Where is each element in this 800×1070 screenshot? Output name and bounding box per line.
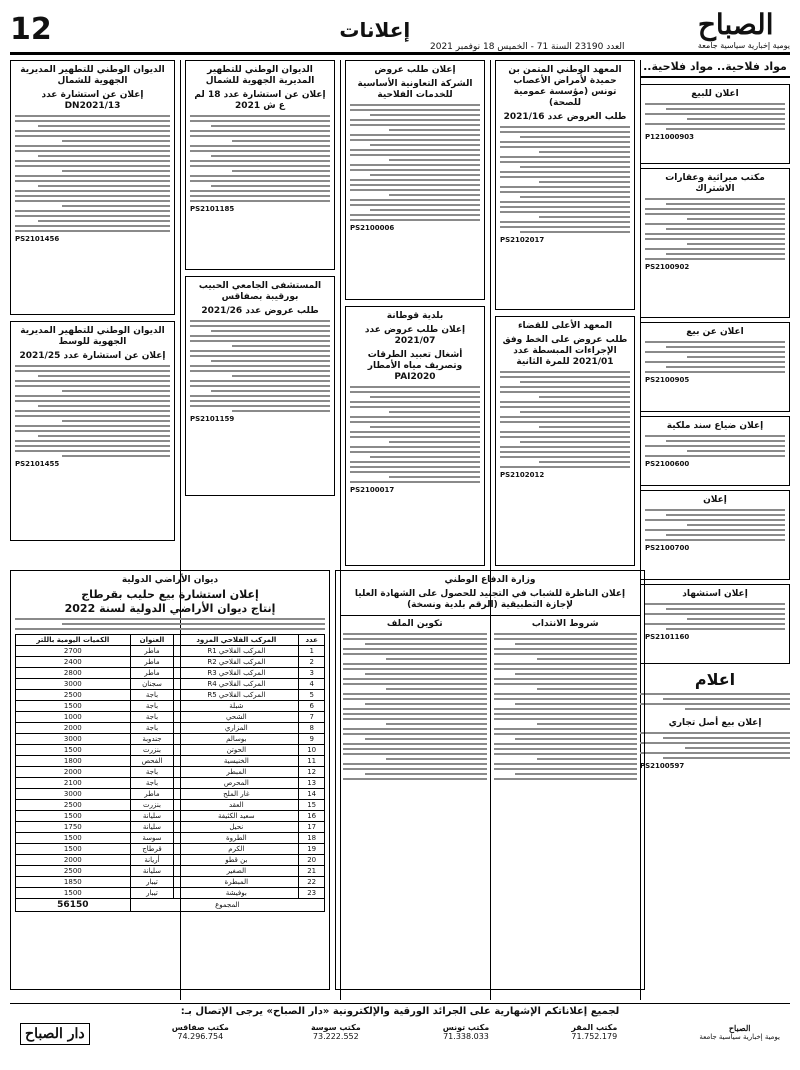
table-cell: 3000 <box>16 789 131 800</box>
ad-text <box>15 618 325 630</box>
footer-logo-block <box>699 1023 780 1045</box>
ad-code: PS2100600 <box>645 460 690 468</box>
table-cell: ماطر <box>130 646 174 657</box>
ad-code: PS2100902 <box>645 263 690 271</box>
table-cell: 2500 <box>16 866 131 877</box>
office <box>311 1023 361 1045</box>
ad-title: إعلان ضياع سند ملكية <box>666 421 764 431</box>
col-text <box>343 633 487 780</box>
ad-subtitle: إعلان عن استشارة عدد 18 لم ع ش 2021 <box>194 90 326 111</box>
table-cell: الخنيسية <box>174 756 299 767</box>
table-cell: سليانة <box>130 811 174 822</box>
header-rule <box>10 52 790 55</box>
org-name: ديوان الأراضي الدولية <box>121 575 219 585</box>
table-row <box>16 844 325 855</box>
table-cell: 16 <box>299 811 325 822</box>
ad-code: PS2100006 <box>350 224 395 232</box>
table-cell: 3 <box>299 668 325 679</box>
table-cell: جندوبة <box>130 734 174 745</box>
ad-text <box>500 371 630 468</box>
col-heading: شروط الانتداب <box>531 619 599 629</box>
table-row <box>16 646 325 657</box>
ad-title: الديوان الوطني للتطهير المديرية الجهوية للشمال <box>205 65 315 86</box>
table-cell: الفحص <box>130 756 174 767</box>
table-cell: 18 <box>299 833 325 844</box>
notice-heading: إعلان بيع أصل تجاري <box>668 718 762 728</box>
table-row <box>16 789 325 800</box>
table-cell: الصغير <box>174 866 299 877</box>
table-cell: غار الملح <box>174 789 299 800</box>
ad-block <box>10 321 175 541</box>
table-cell: 13 <box>299 778 325 789</box>
notice-heading: اعلام <box>694 670 736 689</box>
ad-text <box>645 435 785 457</box>
ad-block <box>640 168 790 318</box>
office-phone: 71.338.033 <box>443 1032 489 1041</box>
table-cell: سليانة <box>130 822 174 833</box>
ad-title: إعلان استشارة بيع حليب بقرطاج <box>81 588 259 601</box>
ad-block <box>345 60 485 300</box>
table-cell: 1500 <box>16 701 131 712</box>
ad-block <box>640 84 790 164</box>
column-3 <box>345 60 485 566</box>
ad-text <box>645 603 785 630</box>
ad-subtitle: إنتاج ديوان الأراضي الدولية لسنة 2022 <box>64 602 276 615</box>
ad-block <box>640 322 790 412</box>
ad-title: بلدية قوطانة <box>386 311 444 321</box>
office-name: مكتب صفاقس <box>171 1023 229 1032</box>
table-row <box>16 712 325 723</box>
ad-text <box>645 103 785 130</box>
table-cell: 10 <box>299 745 325 756</box>
footer-logo: الصباح <box>728 1023 751 1033</box>
office-phone: 71.752.179 <box>571 1032 618 1041</box>
table-cell: 23 <box>299 888 325 899</box>
table-header: العنوان <box>130 635 174 646</box>
table-cell: 2800 <box>16 668 131 679</box>
table-cell: بنزرت <box>130 745 174 756</box>
table-cell: باجة <box>130 723 174 734</box>
table-cell: 14 <box>299 789 325 800</box>
ad-code: PS2100700 <box>645 544 690 552</box>
total-label: المجموع <box>130 899 324 912</box>
table-cell: 21 <box>299 866 325 877</box>
table-header-row <box>16 635 325 646</box>
section-title: إعلانات <box>339 18 411 42</box>
table-cell: 5 <box>299 690 325 701</box>
column-5 <box>10 60 175 541</box>
ad-code: PS2100905 <box>645 376 690 384</box>
ad-title: إعلان <box>703 495 727 505</box>
table-row <box>16 800 325 811</box>
masthead-logo <box>697 7 790 50</box>
ad-text <box>190 115 330 202</box>
table-row <box>16 866 325 877</box>
table-cell: المزاري <box>174 723 299 734</box>
issue-info: العدد 23190 السنة 71 - الخميس 18 نوفمبر 2021 <box>430 42 625 52</box>
table-cell: 2 <box>299 657 325 668</box>
ad-block <box>185 60 335 270</box>
ad-code: PS2101159 <box>190 415 235 423</box>
table-cell: 2000 <box>16 723 131 734</box>
table-cell: 8 <box>299 723 325 734</box>
footer-banner: لجميع إعلاناتكم الإشهارية على الجرائد الورقية والإلكترونية «دار الصباح» يرجى الإتصال بـ: <box>180 1006 620 1017</box>
ad-block <box>495 316 635 566</box>
table-cell: 2500 <box>16 690 131 701</box>
milk-sale-ad <box>10 570 330 990</box>
section-heading: مواد فلاحية.. مواد فلاحية.. <box>640 60 790 78</box>
ad-subtitle: إعلان عن استشارة عدد 2021/25 <box>19 351 166 361</box>
table-cell: المركب الفلاحي R5 <box>174 690 299 701</box>
table-cell: 2000 <box>16 855 131 866</box>
ad-code: PS2102012 <box>500 471 545 479</box>
ad-code: P121000903 <box>645 133 694 141</box>
ad-text <box>350 104 480 221</box>
table-cell: سوسة <box>130 833 174 844</box>
table-cell: 1000 <box>16 712 131 723</box>
ad-title: اعلان عن بيع <box>686 327 744 337</box>
ad-title: الديوان الوطني للتطهير المديرية الجهوية للوسط <box>20 326 165 347</box>
table-cell: بوسالم <box>174 734 299 745</box>
col-text <box>494 633 638 780</box>
defence-ad <box>335 570 645 990</box>
notice-text <box>640 693 790 710</box>
office-name: مكتب المقر <box>571 1023 618 1032</box>
table-cell: 1500 <box>16 844 131 855</box>
notice-text <box>640 732 790 759</box>
table-row <box>16 778 325 789</box>
ad-text <box>190 320 330 412</box>
table-cell: 17 <box>299 822 325 833</box>
table-cell: 12 <box>299 767 325 778</box>
table-cell: 1850 <box>16 877 131 888</box>
table-cell: بنزرت <box>130 800 174 811</box>
table-row <box>16 877 325 888</box>
table-cell: 2100 <box>16 778 131 789</box>
table-row <box>16 734 325 745</box>
notice-block <box>640 718 790 770</box>
table-cell: باجة <box>130 712 174 723</box>
table-cell: 7 <box>299 712 325 723</box>
table-cell: باجة <box>130 767 174 778</box>
footer-right-logo: دار الصباح <box>20 1023 90 1045</box>
table-cell: المركب الفلاحي R2 <box>174 657 299 668</box>
table-cell: 19 <box>299 844 325 855</box>
right-column <box>640 60 790 770</box>
table-cell: 1500 <box>16 811 131 822</box>
ad-block <box>495 60 635 310</box>
table-row <box>16 767 325 778</box>
table-cell: 1500 <box>16 745 131 756</box>
table-cell: ماطر <box>130 789 174 800</box>
ad-title: المعهد الأعلى للقضاء <box>517 321 613 331</box>
table-cell: 1750 <box>16 822 131 833</box>
ad-subtitle: طلب عروض على الخط وفق الإجراءات المبسطة عدد 2021/01 للمرة الثانية <box>502 335 628 367</box>
logo-tagline: يومية إخبارية سياسية جامعة <box>697 40 790 50</box>
table-row <box>16 690 325 701</box>
table-header: عدد <box>299 635 325 646</box>
ad-title: وزارة الدفاع الوطني <box>444 575 536 585</box>
ad-code: PS2102017 <box>500 236 545 244</box>
table-cell: باجة <box>130 690 174 701</box>
table-cell: باجة <box>130 778 174 789</box>
table-row <box>16 822 325 833</box>
file-col <box>340 616 490 783</box>
ad-text <box>645 198 785 260</box>
table-cell: الحوتن <box>174 745 299 756</box>
table-cell: 22 <box>299 877 325 888</box>
table-cell: 1500 <box>16 888 131 899</box>
ad-code: PS2101185 <box>190 205 235 213</box>
table-cell: 6 <box>299 701 325 712</box>
ad-title: المعهد الوطني المتمن بن حميدة لأمراض الأعصاب تونس (مؤسسة عمومية للصحة) <box>508 65 622 108</box>
ad-subtitle: إعلان الناظرة للشباب في التجنيد للحصول على الشهادة العليا لإجازة التطبيقية (الرقم بلدية ونسخة) <box>354 589 626 610</box>
table-cell: 15 <box>299 800 325 811</box>
table-cell: بوفيشة <box>174 888 299 899</box>
table-row <box>16 855 325 866</box>
ad-text <box>500 126 630 233</box>
column-4 <box>185 60 335 496</box>
table-cell: 1800 <box>16 756 131 767</box>
ad-text <box>645 341 785 373</box>
milk-table <box>15 634 325 912</box>
table-cell: 9 <box>299 734 325 745</box>
table-header: الكميات اليومية باللتر <box>16 635 131 646</box>
table-row <box>16 679 325 690</box>
table-cell: 2700 <box>16 646 131 657</box>
ad-code: PS2100017 <box>350 486 395 494</box>
office-phone: 73.222.552 <box>312 1032 359 1041</box>
conditions-col <box>490 616 641 783</box>
table-row <box>16 701 325 712</box>
table-row <box>16 756 325 767</box>
ad-text <box>645 509 785 541</box>
page-number: 12 <box>10 12 52 47</box>
table-row <box>16 811 325 822</box>
ad-text <box>15 365 170 457</box>
page-footer <box>10 1003 790 1062</box>
ad-subtitle: طلب العروض عدد 2021/16 <box>503 112 627 122</box>
ad-subtitle: طلب عروض عدد 2021/26 <box>201 306 319 316</box>
table-header: المركب الفلاحي المزود <box>174 635 299 646</box>
ad-block <box>185 276 335 496</box>
ad-subtitle: الشركة التعاونية الأساسية للخدمات الفلاحية <box>357 79 473 100</box>
table-cell: باجة <box>130 701 174 712</box>
table-cell: العقد <box>174 800 299 811</box>
table-body <box>16 646 325 899</box>
table-cell: 2000 <box>16 767 131 778</box>
ad-subtitle: إعلان عن استشارة عدد DN2021/13 <box>41 90 144 111</box>
table-row <box>16 657 325 668</box>
table-row <box>16 723 325 734</box>
table-cell: بن قطو <box>174 855 299 866</box>
table-row <box>16 668 325 679</box>
table-cell: المركب الفلاحي R1 <box>174 646 299 657</box>
ad-title: إعلان طلب عروض <box>374 65 456 75</box>
ad-block <box>640 490 790 580</box>
page-header <box>10 7 790 50</box>
table-row <box>16 833 325 844</box>
office <box>571 1023 617 1045</box>
table-cell: الكرم <box>174 844 299 855</box>
ad-text <box>15 115 170 232</box>
table-cell: 3000 <box>16 734 131 745</box>
col-heading: تكوين الملف <box>386 619 443 629</box>
table-row <box>16 888 325 899</box>
table-cell: شبلة <box>174 701 299 712</box>
ad-title: مكتب ميراثية وعقارات الاشتراك <box>665 173 765 194</box>
table-cell: الطروة <box>174 833 299 844</box>
office-phone: 74.296.754 <box>177 1032 224 1041</box>
office-name: مكتب سوسة <box>310 1023 361 1032</box>
table-cell: المركب الفلاحي R3 <box>174 668 299 679</box>
table-cell: 11 <box>299 756 325 767</box>
table-cell: 2500 <box>16 800 131 811</box>
notice-block <box>640 670 790 710</box>
table-cell: سعيد الكثيفة <box>174 811 299 822</box>
ad-block <box>640 416 790 486</box>
total-value: 56150 <box>16 899 131 912</box>
table-cell: سليانة <box>130 866 174 877</box>
table-cell: نحيل <box>174 822 299 833</box>
table-cell: المحرص <box>174 778 299 789</box>
conditions-table <box>340 615 640 783</box>
ad-title: الديوان الوطني للتطهير المديرية الجهوية للشمال <box>20 65 165 86</box>
table-cell: ماطر <box>130 668 174 679</box>
office <box>443 1023 489 1045</box>
table-cell: المبطرة <box>174 877 299 888</box>
column-2 <box>495 60 635 566</box>
table-cell: قرطاج <box>130 844 174 855</box>
table-cell: 2400 <box>16 657 131 668</box>
table-cell: 1 <box>299 646 325 657</box>
ad-block <box>10 60 175 315</box>
table-cell: تيبار <box>130 877 174 888</box>
table-cell: 1500 <box>16 833 131 844</box>
table-cell: أريانة <box>130 855 174 866</box>
office-name: مكتب تونس <box>442 1023 490 1032</box>
table-cell: المركب الفلاحي R4 <box>174 679 299 690</box>
table-cell: 4 <box>299 679 325 690</box>
logo-name: الصباح <box>697 7 774 41</box>
footer-tagline: يومية إخبارية سياسية جامعة <box>699 1033 780 1041</box>
ad-code: PS2101160 <box>645 633 690 641</box>
table-cell: المبطر <box>174 767 299 778</box>
table-total-row <box>16 899 325 912</box>
table-cell: الشحي <box>174 712 299 723</box>
ad-title: إعلان استشهاد <box>682 589 748 599</box>
table-cell: 3000 <box>16 679 131 690</box>
ad-code: PS2100597 <box>640 762 685 770</box>
office <box>172 1023 229 1045</box>
ad-block <box>640 584 790 664</box>
ad-code: PS2101456 <box>15 235 60 243</box>
ad-text <box>350 386 480 483</box>
footer-contacts <box>10 1023 790 1045</box>
table-cell: ماطر <box>130 657 174 668</box>
ad-description: أشغال تعبيد الطرقات وتصريف مياه الأمطار PAI2020 <box>367 350 463 382</box>
ad-subtitle: إعلان طلب عروض عدد 2021/07 <box>364 325 466 346</box>
table-cell: تيبار <box>130 888 174 899</box>
ad-block <box>345 306 485 566</box>
table-cell: سجنان <box>130 679 174 690</box>
ad-title: المستشفى الجامعي الحبيب بورقيبة بصفاقس <box>198 281 322 302</box>
ad-title: اعلان للبيع <box>691 89 739 99</box>
table-cell: 20 <box>299 855 325 866</box>
ad-code: PS2101455 <box>15 460 60 468</box>
table-row <box>16 745 325 756</box>
